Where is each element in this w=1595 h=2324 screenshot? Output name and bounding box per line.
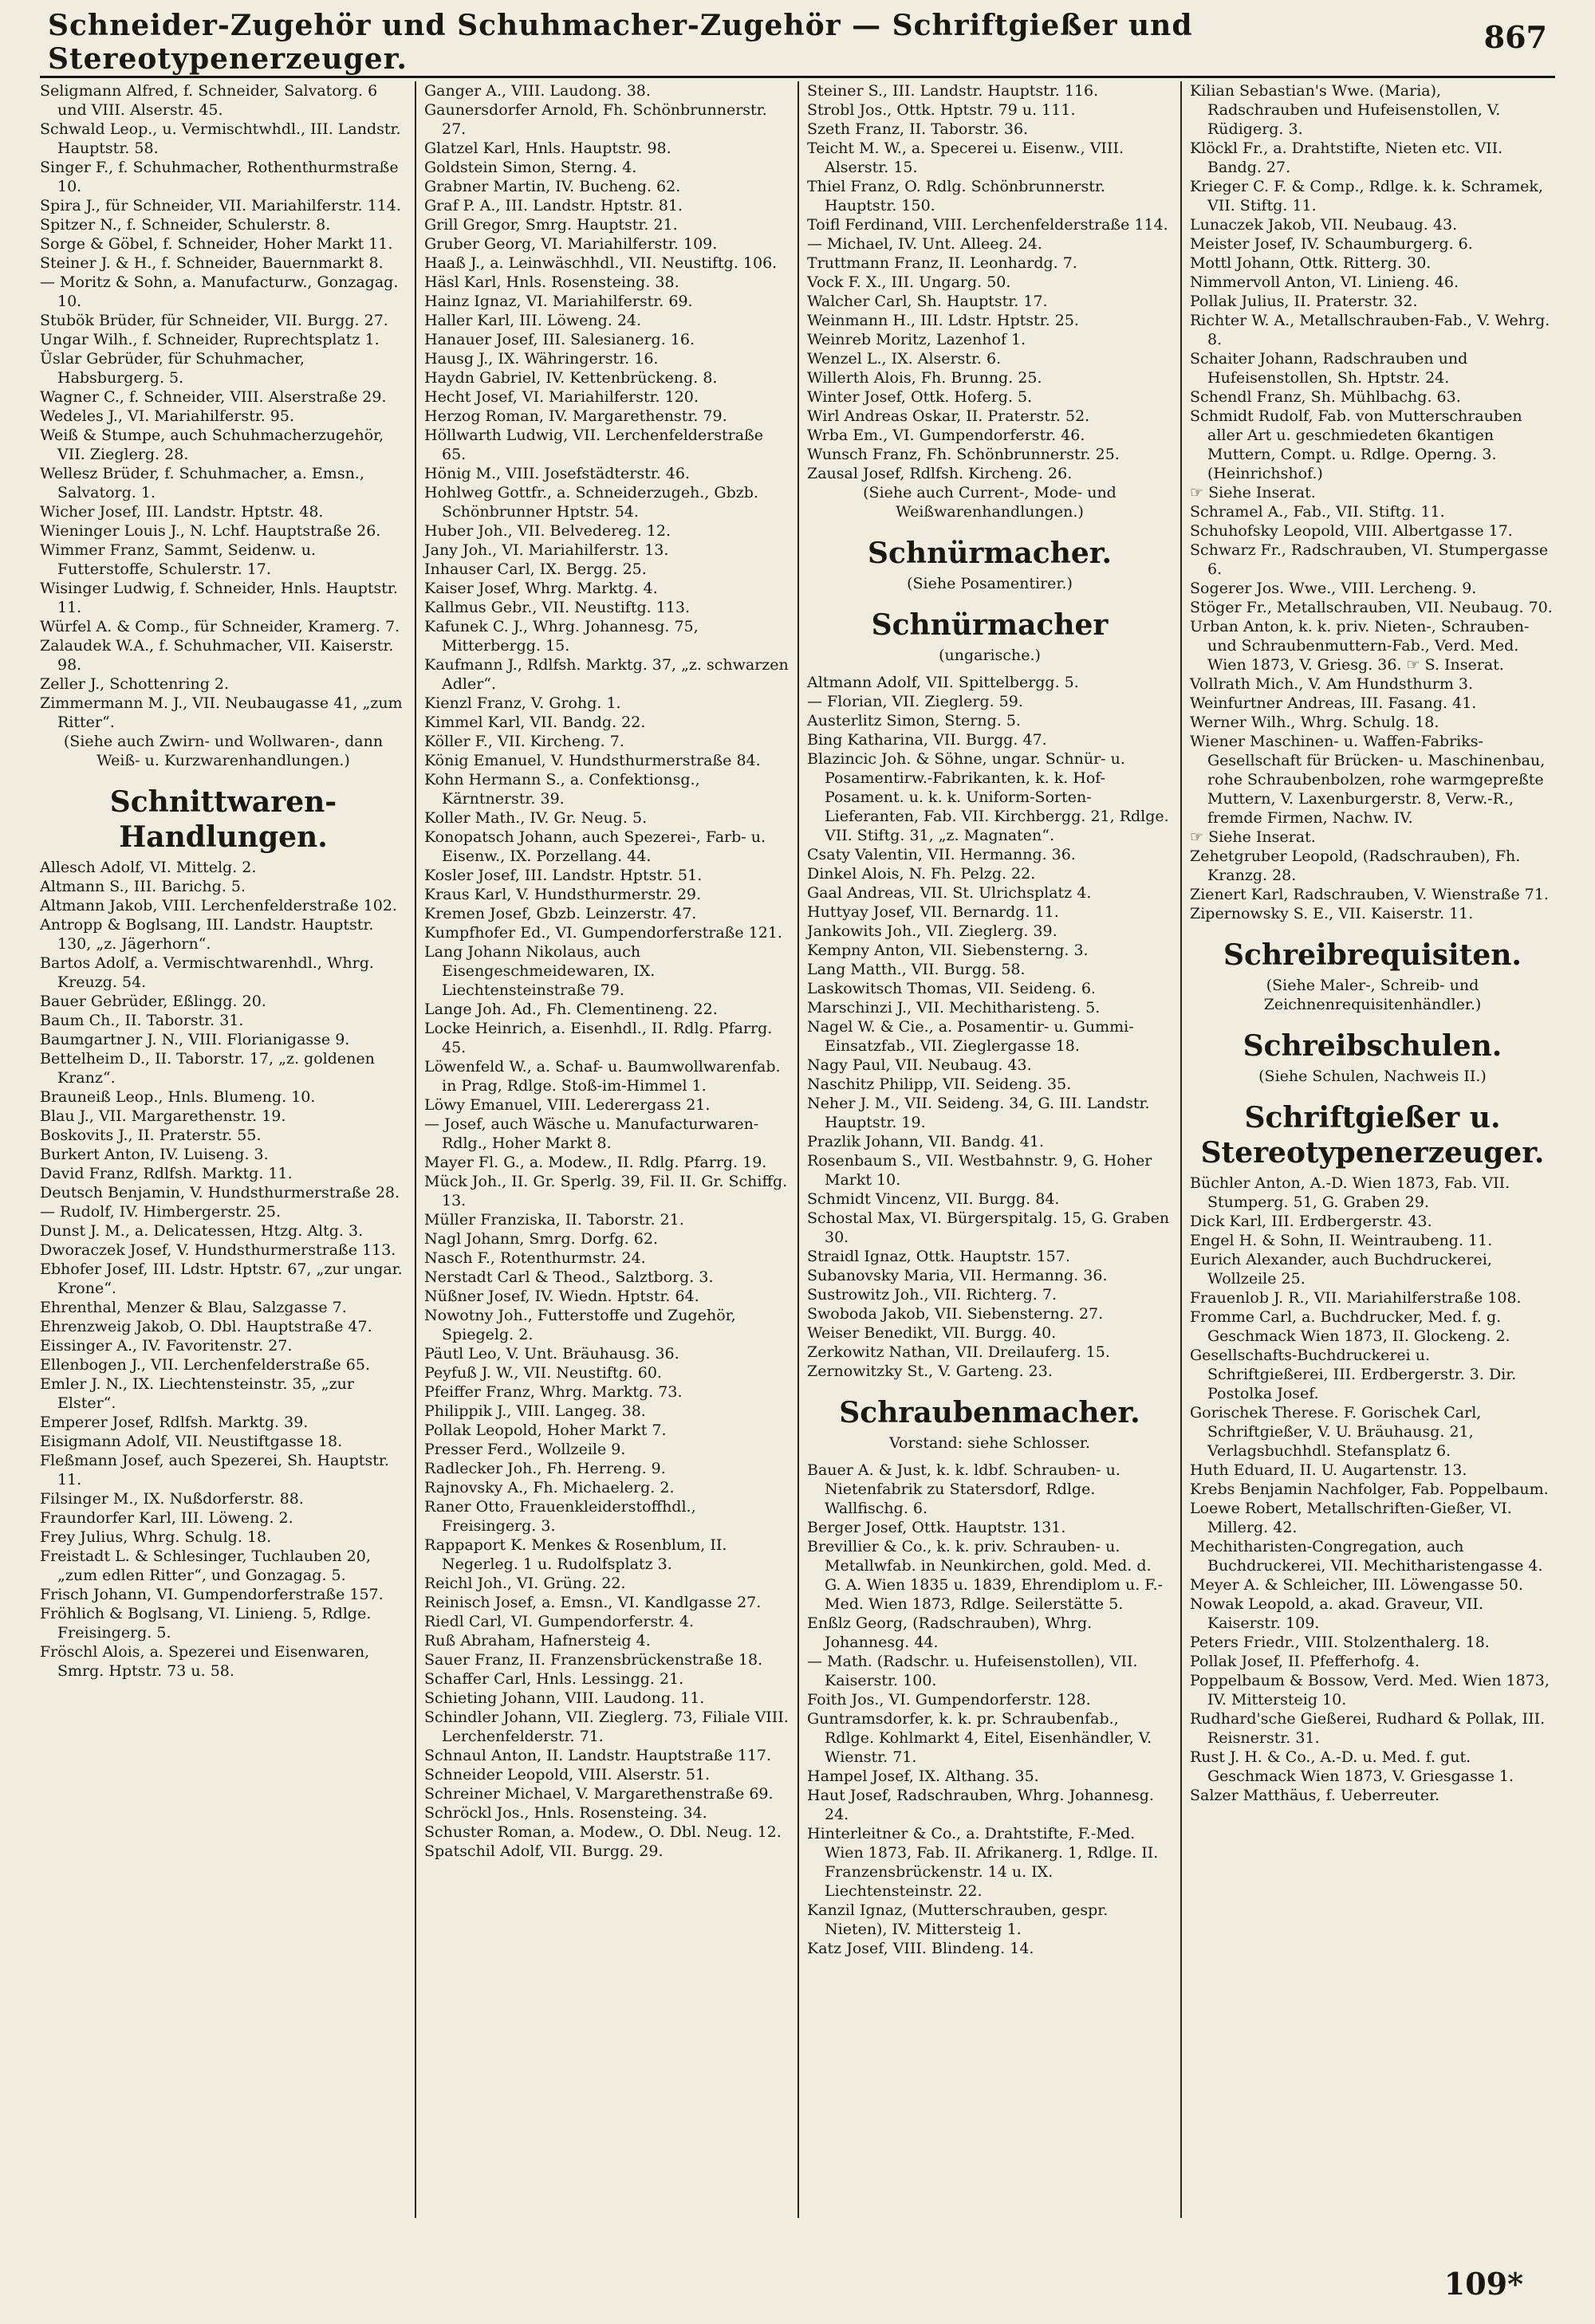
directory-entry: Löwenfeld W., a. Schaf- u. Baumwollwarenfab. in Prag, Rdlge. Stoß-im-Himmel 1. bbox=[424, 1058, 781, 1095]
directory-entry: Salzer Matthäus, f. Ueberreuter. bbox=[1190, 1787, 1440, 1804]
directory-entry: Wiener Maschinen- u. Waffen-Fabriks-Gesellschaft für Brücken- u. Maschinenbau, rohe Schraubenbolzen, rohe warmgepreßte Muttern, V. Laxenburgerstr. 8, Verw.-R., fremde Firmen, Nachw. IV. bbox=[1190, 733, 1546, 827]
directory-entry: Krebs Benjamin Nachfolger, Fab. Poppelbaum. bbox=[1190, 1481, 1549, 1498]
directory-entry: Katz Josef, VIII. Blindeng. 14. bbox=[807, 1940, 1034, 1957]
directory-entry: Koller Math., IV. Gr. Neug. 5. bbox=[424, 809, 648, 827]
section-heading: Schreibrequisiten. bbox=[1223, 938, 1522, 972]
directory-entry: Schendl Franz, Sh. Mühlbachg. 63. bbox=[1190, 388, 1461, 406]
directory-entry: Kanzil Ignaz, (Mutterschrauben, gespr. Nieten), IV. Mittersteig 1. bbox=[807, 1901, 1109, 1938]
directory-entry: Naschitz Philipp, VII. Seideng. 35. bbox=[807, 1075, 1072, 1093]
section-heading: Schraubenmacher. bbox=[839, 1396, 1140, 1429]
directory-entry: Deutsch Benjamin, V. Hundsthurmerstraße 28. bbox=[40, 1184, 400, 1201]
directory-entry: Jany Joh., VI. Mariahilferstr. 13. bbox=[424, 541, 669, 559]
directory-entry: Wedeles J., VI. Mariahilferstr. 95. bbox=[40, 407, 295, 425]
directory-entry: Zalaudek W.A., f. Schuhmacher, VII. Kaiserstr. 98. bbox=[40, 637, 394, 674]
directory-entry: — Moritz & Sohn, a. Manufacturw., Gonzagag. 10. bbox=[40, 273, 399, 310]
directory-entry: Weinreb Moritz, Lazenhof 1. bbox=[807, 331, 1026, 348]
directory-entry: ☞ Siehe Inserat. bbox=[1190, 828, 1316, 846]
directory-entry: Nasch F., Rotenthurmstr. 24. bbox=[424, 1249, 646, 1267]
directory-entry: Schmidt Vincenz, VII. Burgg. 84. bbox=[807, 1190, 1060, 1208]
directory-entry: Löwy Emanuel, VIII. Lederergass 21. bbox=[424, 1096, 711, 1114]
directory-entry: Nimmervoll Anton, VI. Linieng. 46. bbox=[1190, 273, 1459, 291]
directory-entry: Altmann S., III. Barichg. 5. bbox=[40, 878, 246, 895]
directory-entry: Frisch Johann, VI. Gumpendorferstraße 157. bbox=[40, 1586, 384, 1603]
directory-entry: Schindler Johann, VII. Zieglerg. 73, Filiale VIII. Lerchenfelderstr. 71. bbox=[424, 1709, 789, 1745]
directory-entry: Laskowitsch Thomas, VII. Seideng. 6. bbox=[807, 980, 1096, 997]
directory-entry: Schwarz Fr., Radschrauben, VI. Stumpergasse 6. bbox=[1190, 541, 1549, 578]
directory-entry: Gaunersdorfer Arnold, Fh. Schönbrunnerstr. 27. bbox=[424, 101, 767, 138]
directory-entry: Raner Otto, Frauenkleiderstoffhdl., Freisingerg. 3. bbox=[424, 1498, 696, 1535]
directory-entry: Wicher Josef, III. Landstr. Hptstr. 48. bbox=[40, 503, 324, 521]
directory-entry: Schuhofsky Leopold, VIII. Albertgasse 17. bbox=[1190, 522, 1513, 540]
directory-entry: Kremen Josef, Gbzb. Leinzerstr. 47. bbox=[424, 905, 697, 922]
directory-entry: Thiel Franz, O. Rdlg. Schönbrunnerstr. Hauptstr. 150. bbox=[807, 178, 1105, 214]
directory-entry: Schramel A., Fab., VII. Stiftg. 11. bbox=[1190, 503, 1445, 521]
directory-entry: Gaal Andreas, VII. St. Ulrichsplatz 4. bbox=[807, 884, 1092, 902]
directory-entry: Grill Gregor, Smrg. Hauptstr. 21. bbox=[424, 216, 678, 234]
directory-entry: Kienzl Franz, V. Grohg. 1. bbox=[424, 694, 621, 712]
directory-entry: Radlecker Joh., Fh. Herreng. 9. bbox=[424, 1460, 666, 1477]
directory-entry: Zerkowitz Nathan, VII. Dreilauferg. 15. bbox=[807, 1343, 1110, 1361]
section-heading: Schreibschulen. bbox=[1243, 1029, 1502, 1063]
directory-entry: Rosenbaum S., VII. Westbahnstr. 9, G. Hoher Markt 10. bbox=[807, 1152, 1152, 1189]
directory-entry: Freistadt L. & Schlesinger, Tuchlauben 20, „zum edlen Ritter“, und Gonzagag. 5. bbox=[40, 1547, 371, 1584]
directory-entry: Bartos Adolf, a. Vermischtwarenhdl., Whrg. Kreuzg. 54. bbox=[40, 954, 374, 991]
page-header bbox=[48, 9, 1547, 76]
directory-entry: Kallmus Gebr., VII. Neustiftg. 113. bbox=[424, 599, 691, 616]
directory-entry: Wrba Em., VI. Gumpendorferstr. 46. bbox=[807, 427, 1085, 444]
directory-entry: Kilian Sebastian's Wwe. (Maria), Radschrauben und Hufeisenstollen, V. Rüdigerg. 3. bbox=[1190, 82, 1501, 138]
directory-entry: Swoboda Jakob, VII. Siebensterng. 27. bbox=[807, 1305, 1104, 1323]
section-note: (ungarische.) bbox=[939, 647, 1041, 664]
directory-entry: Schwald Leop., u. Vermischtwhdl., III. Landstr. Hauptstr. 58. bbox=[40, 120, 401, 157]
directory-entry: Kaiser Josef, Whrg. Marktg. 4. bbox=[424, 580, 658, 597]
directory-entry: — Josef, auch Wäsche u. Manufacturwaren-Rdlg., Hoher Markt 8. bbox=[424, 1115, 759, 1152]
directory-entry: Hanauer Josef, III. Salesianerg. 16. bbox=[424, 331, 695, 348]
directory-entry: Lunaczek Jakob, VII. Neubaug. 43. bbox=[1190, 216, 1458, 234]
directory-entry: Ungar Wilh., f. Schneider, Ruprechtsplatz 1. bbox=[40, 331, 380, 348]
directory-entry: Weinfurtner Andreas, III. Fasang. 41. bbox=[1190, 694, 1477, 712]
directory-entry: Teicht M. W., a. Specerei u. Eisenw., VIII. Alserstr. 15. bbox=[807, 140, 1124, 176]
directory-entry: Klöckl Fr., a. Drahtstifte, Nieten etc. VII. Bandg. 27. bbox=[1190, 140, 1503, 176]
directory-entry: Spitzer N., f. Schneider, Schulerstr. 8. bbox=[40, 216, 331, 234]
directory-entry: — Florian, VII. Zieglerg. 59. bbox=[807, 693, 1023, 710]
directory-entry: Ellenbogen J., VII. Lerchenfelderstraße 65. bbox=[40, 1356, 370, 1374]
directory-entry: Blazincic Joh. & Söhne, ungar. Schnür- u. Posamentirw.-Fabrikanten, k. k. Hof-Posament. u. k. k. Uniform-Sorten-Lieferanten, Fab. VII. Kirchbergg. 21, Rdlge. VII. Stiftg. 31, „z. Magnaten“. bbox=[807, 750, 1169, 844]
directory-entry: Nowak Leopold, a. akad. Graveur, VII. Kaiserstr. 109. bbox=[1190, 1595, 1483, 1632]
directory-entry: Filsinger M., IX. Nußdorferstr. 88. bbox=[40, 1490, 304, 1508]
directory-entry: Pfeiffer Franz, Whrg. Marktg. 73. bbox=[424, 1383, 683, 1401]
directory-entry: Sogerer Jos. Wwe., VIII. Lercheng. 9. bbox=[1190, 580, 1477, 597]
directory-entry: Subanovsky Maria, VII. Hermanng. 36. bbox=[807, 1267, 1108, 1284]
directory-entry: Jankowits Joh., VII. Zieglerg. 39. bbox=[807, 922, 1057, 940]
directory-entry: Stubök Brüder, für Schneider, VII. Burgg. 27. bbox=[40, 312, 388, 329]
directory-entry: — Rudolf, IV. Himbergerstr. 25. bbox=[40, 1203, 281, 1221]
columns bbox=[32, 81, 1563, 2218]
cross-reference-note: (Siehe Posamentirer.) bbox=[907, 575, 1073, 592]
cross-reference-note: (Siehe auch Zwirn- und Wollwaren-, dann Weiß- u. Kurzwarenhandlungen.) bbox=[63, 733, 384, 769]
directory-entry: Schröckl Jos., Hnls. Rosensteing. 34. bbox=[424, 1804, 707, 1822]
directory-entry: Seligmann Alfred, f. Schneider, Salvatorg. 6 und VIII. Alserstr. 45. bbox=[40, 82, 378, 119]
directory-entry: Reichl Joh., VI. Grüng. 22. bbox=[424, 1575, 626, 1592]
directory-entry: Sauer Franz, II. Franzensbrückenstraße 18. bbox=[424, 1651, 763, 1669]
directory-entry: Schneider Leopold, VIII. Alserstr. 51. bbox=[424, 1766, 711, 1783]
directory-entry: Päutl Leo, V. Unt. Bräuhausg. 36. bbox=[424, 1345, 679, 1363]
directory-entry: Zimmermann M. J., VII. Neubaugasse 41, „zum Ritter“. bbox=[40, 694, 403, 731]
header-rule bbox=[40, 76, 1555, 78]
directory-entry: Goldstein Simon, Sterng. 4. bbox=[424, 159, 637, 176]
directory-entry: — Michael, IV. Unt. Alleeg. 24. bbox=[807, 235, 1042, 253]
directory-entry: Zehetgruber Leopold, (Radschrauben), Fh. Kranzg. 28. bbox=[1190, 847, 1521, 884]
column-4 bbox=[1180, 81, 1563, 2218]
directory-entry: Hönig M., VIII. Josefstädterstr. 46. bbox=[424, 465, 691, 482]
directory-entry: Dworaczek Josef, V. Hundsthurmerstraße 113. bbox=[40, 1241, 396, 1259]
directory-entry: Grabner Martin, IV. Bucheng. 62. bbox=[424, 178, 681, 195]
signature-mark: 109* bbox=[1443, 2266, 1523, 2302]
directory-entry: Werner Wilh., Whrg. Schulg. 18. bbox=[1190, 714, 1439, 731]
directory-entry: Pollak Leopold, Hoher Markt 7. bbox=[424, 1422, 667, 1439]
directory-entry: David Franz, Rdlfsh. Marktg. 11. bbox=[40, 1165, 293, 1182]
directory-entry: Weiß & Stumpe, auch Schuhmacherzugehör, VII. Zieglerg. 28. bbox=[40, 427, 384, 463]
directory-entry: Ehrenthal, Menzer & Blau, Salzgasse 7. bbox=[40, 1299, 347, 1316]
directory-entry: Schieting Johann, VIII. Laudong. 11. bbox=[424, 1689, 705, 1707]
directory-entry: Bauer Gebrüder, Eßlingg. 20. bbox=[40, 993, 266, 1010]
directory-entry: Gesellschafts-Buchdruckerei u. Schriftgießerei, III. Erdbergerstr. 3. Dir. Postolka Josef. bbox=[1190, 1347, 1517, 1402]
directory-entry: Eisigmann Adolf, VII. Neustiftgasse 18. bbox=[40, 1433, 343, 1450]
directory-entry: Strobl Jos., Ottk. Hptstr. 79 u. 111. bbox=[807, 101, 1076, 119]
directory-entry: Austerlitz Simon, Sterng. 5. bbox=[807, 712, 1021, 729]
directory-entry: Altmann Jakob, VIII. Lerchenfelderstraße 102. bbox=[40, 897, 397, 914]
directory-entry: Toifl Ferdinand, VIII. Lerchenfelderstraße 114. bbox=[807, 216, 1168, 234]
directory-entry: Peters Friedr., VIII. Stolzenthalerg. 18. bbox=[1190, 1634, 1490, 1651]
directory-entry: Stöger Fr., Metallschrauben, VII. Neubaug. 70. bbox=[1190, 599, 1553, 616]
directory-entry: Ruß Abraham, Hafnersteig 4. bbox=[424, 1632, 651, 1650]
directory-entry: Wirl Andreas Oskar, II. Praterstr. 52. bbox=[807, 407, 1090, 425]
directory-entry: Mottl Johann, Ottk. Ritterg. 30. bbox=[1190, 254, 1432, 272]
directory-entry: Rappaport K. Menkes & Rosenblum, II. Negerleg. 1 u. Rudolfsplatz 3. bbox=[424, 1536, 727, 1573]
directory-entry: Dinkel Alois, N. Fh. Pelzg. 22. bbox=[807, 865, 1036, 883]
directory-entry: Müller Franziska, II. Taborstr. 21. bbox=[424, 1211, 684, 1229]
column-3 bbox=[798, 81, 1180, 2218]
directory-entry: Riedl Carl, VI. Gumpendorferstr. 4. bbox=[424, 1613, 695, 1630]
directory-entry: Rajnovsky A., Fh. Michaelerg. 2. bbox=[424, 1479, 675, 1496]
directory-entry: Schnaul Anton, II. Landstr. Hauptstraße 117. bbox=[424, 1747, 772, 1764]
directory-entry: Schaiter Johann, Radschrauben und Hufeisenstollen, Sh. Hptstr. 24. bbox=[1190, 350, 1468, 387]
directory-entry: Kafunek C. J., Whrg. Johannesg. 75, Mitterbergg. 15. bbox=[424, 618, 699, 655]
section-note: Vorstand: siehe Schlosser. bbox=[889, 1434, 1090, 1452]
directory-entry: König Emanuel, V. Hundsthurmerstraße 84. bbox=[424, 752, 761, 769]
directory-entry: Marschinzi J., VII. Mechitharisteng. 5. bbox=[807, 999, 1101, 1017]
directory-entry: Ganger A., VIII. Laudong. 38. bbox=[424, 82, 651, 100]
directory-entry: Vollrath Mich., V. Am Hundsthurm 3. bbox=[1190, 675, 1474, 693]
directory-entry: Würfel A. & Comp., für Schneider, Kramerg. 7. bbox=[40, 618, 400, 635]
directory-entry: Spira J., für Schneider, VII. Mariahilferstr. 114. bbox=[40, 197, 401, 214]
directory-entry: Kaufmann J., Rdlfsh. Marktg. 37, „z. schwarzen Adler“. bbox=[424, 656, 789, 693]
directory-entry: Locke Heinrich, a. Eisenhdl., II. Rdlg. Pfarrg. 45. bbox=[424, 1020, 773, 1056]
directory-entry: Fröschl Alois, a. Spezerei und Eisenwaren, Smrg. Hptstr. 73 u. 58. bbox=[40, 1643, 370, 1680]
directory-entry: Zienert Karl, Radschrauben, V. Wienstraße 71. bbox=[1190, 886, 1549, 903]
directory-entry: Frey Julius, Whrg. Schulg. 18. bbox=[40, 1528, 272, 1546]
directory-entry: Ebhofer Josef, III. Ldstr. Hptstr. 67, „zur ungar. Krone“. bbox=[40, 1260, 403, 1297]
directory-entry: Krieger C. F. & Comp., Rdlge. k. k. Schramek, VII. Stiftg. 11. bbox=[1190, 178, 1543, 214]
column-2 bbox=[415, 81, 798, 2218]
directory-entry: Engel H. & Sohn, II. Weintraubeng. 11. bbox=[1190, 1232, 1493, 1249]
directory-entry: Hampel Josef, IX. Althang. 35. bbox=[807, 1768, 1039, 1785]
directory-entry: Kohn Hermann S., a. Confektionsg., Kärntnerstr. 39. bbox=[424, 771, 700, 808]
directory-entry: Hainz Ignaz, VI. Mariahilferstr. 69. bbox=[424, 293, 693, 310]
directory-entry: Antropp & Boglsang, III. Landstr. Hauptstr. 130, „z. Jägerhorn“. bbox=[40, 916, 374, 953]
directory-entry: Hausg J., IX. Währingerstr. 16. bbox=[424, 350, 659, 368]
cross-reference-note: (Siehe Maler-, Schreib- und Zeichnenrequisitenhändler.) bbox=[1263, 977, 1482, 1013]
directory-entry: Wisinger Ludwig, f. Schneider, Hnls. Hauptstr. 11. bbox=[40, 580, 398, 616]
directory-entry: Singer F., f. Schuhmacher, Rothenthurmstraße 10. bbox=[40, 159, 399, 195]
directory-entry: Zausal Josef, Rdlfsh. Kircheng. 26. bbox=[807, 465, 1073, 482]
directory-entry: Höllwarth Ludwig, VII. Lerchenfelderstraße 65. bbox=[424, 427, 764, 463]
directory-entry: Hecht Josef, VI. Mariahilferstr. 120. bbox=[424, 388, 699, 406]
directory-entry: Brevillier & Co., k. k. priv. Schrauben- u. Metallwfab. in Neunkirchen, gold. Med. d. G. A. Wien 1835 u. 1839, Ehrendiplom u. F.-Med. Wien 1873, Rdlge. Seilerstätte 5. bbox=[807, 1538, 1163, 1613]
directory-entry: Dunst J. M., a. Delicatessen, Htzg. Altg. 3. bbox=[40, 1222, 364, 1240]
directory-entry: Bauer A. & Just, k. k. ldbf. Schrauben- u. Nietenfabrik zu Statersdorf, Rdlge. Wallfischg. 6. bbox=[807, 1461, 1120, 1517]
directory-entry: Glatzel Karl, Hnls. Hauptstr. 98. bbox=[424, 140, 671, 157]
directory-entry: Steiner S., III. Landstr. Hauptstr. 116. bbox=[807, 82, 1099, 100]
directory-entry: Bettelheim D., II. Taborstr. 17, „z. goldenen Kranz“. bbox=[40, 1050, 375, 1087]
cross-reference-note: (Siehe auch Current-, Mode- und Weißwarenhandlungen.) bbox=[863, 484, 1116, 521]
directory-entry: Berger Josef, Ottk. Hauptstr. 131. bbox=[807, 1519, 1066, 1536]
page-number: 867 bbox=[1483, 19, 1547, 55]
directory-entry: Meyer A. & Schleicher, III. Löwengasse 50. bbox=[1190, 1576, 1523, 1594]
directory-entry: Frauenlob J. R., VII. Mariahilferstraße 108. bbox=[1190, 1289, 1522, 1307]
directory-entry: Neher J. M., VII. Seideng. 34, G. III. Landstr. Hauptstr. 19. bbox=[807, 1095, 1150, 1131]
directory-entry: Schuster Roman, a. Modew., O. Dbl. Neug. 12. bbox=[424, 1823, 782, 1841]
directory-entry: Kraus Karl, V. Hundsthurmerstr. 29. bbox=[424, 886, 702, 903]
directory-entry: Haydn Gabriel, IV. Kettenbrückeng. 8. bbox=[424, 369, 718, 387]
directory-entry: Rust J. H. & Co., A.-D. u. Med. f. gut. Geschmack Wien 1873, V. Griesgasse 1. bbox=[1190, 1748, 1514, 1785]
directory-entry: Herzog Roman, IV. Margarethenstr. 79. bbox=[424, 407, 727, 425]
directory-entry: Wunsch Franz, Fh. Schönbrunnerstr. 25. bbox=[807, 446, 1120, 463]
directory-entry: Fleßmann Josef, auch Spezerei, Sh. Hauptstr. 11. bbox=[40, 1452, 389, 1488]
directory-entry: Boskovits J., II. Praterstr. 55. bbox=[40, 1127, 262, 1144]
directory-entry: Fraundorfer Karl, III. Löweng. 2. bbox=[40, 1509, 293, 1527]
directory-entry: Peyfuß J. W., VII. Neustiftg. 60. bbox=[424, 1364, 662, 1382]
directory-entry: Nagl Johann, Smrg. Dorfg. 62. bbox=[424, 1230, 659, 1248]
directory-entry: Nagel W. & Cie., a. Posamentir- u. Gummi-Einsatzfab., VII. Zieglergasse 18. bbox=[807, 1018, 1134, 1055]
directory-entry: Prazlik Johann, VII. Bandg. 41. bbox=[807, 1133, 1045, 1150]
section-heading: Schnittwaren-Handlungen. bbox=[109, 785, 337, 854]
directory-entry: Philippik J., VIII. Langeg. 38. bbox=[424, 1402, 646, 1420]
directory-entry: Bing Katharina, VII. Burgg. 47. bbox=[807, 731, 1047, 749]
directory-entry: Kimmel Karl, VII. Bandg. 22. bbox=[424, 714, 646, 731]
directory-entry: Fromme Carl, a. Buchdrucker, Med. f. g. Geschmack Wien 1873, II. Glockeng. 2. bbox=[1190, 1308, 1510, 1345]
directory-entry: Wagner C., f. Schneider, VIII. Alserstraße 29. bbox=[40, 388, 387, 406]
directory-entry: Mechitharisten-Congregation, auch Buchdruckerei, VII. Mechitharistengasse 4. bbox=[1190, 1538, 1543, 1575]
directory-entry: Kosler Josef, III. Landstr. Hptstr. 51. bbox=[424, 867, 703, 884]
directory-entry: Ehrenzweig Jakob, O. Dbl. Hauptstraße 47. bbox=[40, 1318, 372, 1335]
directory-entry: Burkert Anton, IV. Luiseng. 3. bbox=[40, 1146, 269, 1163]
directory-entry: Loewe Robert, Metallschriften-Gießer, VI. Millerg. 42. bbox=[1190, 1500, 1512, 1536]
directory-entry: Emperer Josef, Rdlfsh. Marktg. 39. bbox=[40, 1414, 309, 1431]
directory-entry: Rudhard'sche Gießerei, Rudhard & Pollak, III. Reisnerstr. 31. bbox=[1190, 1710, 1546, 1747]
directory-entry: Hohlweg Gottfr., a. Schneiderzugeh., Gbzb. Schönbrunner Hptstr. 54. bbox=[424, 484, 758, 521]
directory-entry: Konopatsch Johann, auch Spezerei-, Farb- u. Eisenw., IX. Porzellang. 44. bbox=[424, 828, 766, 865]
directory-entry: Meister Josef, IV. Schaumburgerg. 6. bbox=[1190, 235, 1473, 253]
directory-entry: Schaffer Carl, Hnls. Lessingg. 21. bbox=[424, 1670, 684, 1688]
directory-entry: Nüßner Josef, IV. Wiedn. Hptstr. 64. bbox=[424, 1288, 699, 1305]
directory-entry: Schreiner Michael, V. Margarethenstraße 69. bbox=[424, 1785, 774, 1803]
directory-entry: Graf P. A., III. Landstr. Hptstr. 81. bbox=[424, 197, 683, 214]
directory-entry: Wenzel L., IX. Alserstr. 6. bbox=[807, 350, 1002, 368]
directory-entry: Schmidt Rudolf, Fab. von Mutterschrauben aller Art u. geschmiedeten 6kantigen Muttern, Compt. u. Rdlge. Operng. 3. (Heinrichshof.) bbox=[1190, 407, 1522, 482]
directory-entry: Büchler Anton, A.-D. Wien 1873, Fab. VII. Stumperg. 51, G. Graben 29. bbox=[1190, 1174, 1510, 1211]
directory-entry: Walcher Carl, Sh. Hauptstr. 17. bbox=[807, 293, 1048, 310]
directory-entry: Foith Jos., VI. Gumpendorferstr. 128. bbox=[807, 1691, 1091, 1709]
directory-entry: Willerth Alois, Fh. Brunng. 25. bbox=[807, 369, 1042, 387]
directory-entry: Winter Josef, Ottk. Hoferg. 5. bbox=[807, 388, 1033, 406]
directory-entry: Guntramsdorfer, k. k. pr. Schraubenfab., Rdlge. Kohlmarkt 4, Eitel, Eisenhändler, V. Wienstr. 71. bbox=[807, 1710, 1152, 1766]
directory-entry: Reinisch Josef, a. Emsn., VI. Kandlgasse 27. bbox=[424, 1594, 762, 1611]
directory-entry: Sorge & Göbel, f. Schneider, Hoher Markt 11. bbox=[40, 235, 393, 253]
cross-reference-note: (Siehe Schulen, Nachweis II.) bbox=[1258, 1068, 1487, 1085]
directory-entry: Steiner J. & H., f. Schneider, Bauernmarkt 8. bbox=[40, 254, 384, 272]
directory-entry: Urban Anton, k. k. priv. Nieten-, Schrauben- und Schraubenmuttern-Fab., Verd. Med. Wien 1873, V. Griesg. 36. ☞ S. Inserat. bbox=[1190, 618, 1530, 674]
directory-entry: Mayer Fl. G., a. Modew., II. Rdlg. Pfarrg. 19. bbox=[424, 1154, 767, 1171]
directory-entry: Mück Joh., II. Gr. Sperlg. 39, Fil. II. Gr. Schiffg. 13. bbox=[424, 1173, 788, 1209]
directory-entry: Truttmann Franz, II. Leonhardg. 7. bbox=[807, 254, 1077, 272]
directory-entry: Straidl Ignaz, Ottk. Hauptstr. 157. bbox=[807, 1248, 1070, 1265]
directory-entry: Altmann Adolf, VII. Spittelbergg. 5. bbox=[807, 674, 1079, 691]
directory-entry: Nagy Paul, VII. Neubaug. 43. bbox=[807, 1056, 1032, 1074]
directory-entry: Poppelbaum & Bossow, Verd. Med. Wien 1873, IV. Mittersteig 10. bbox=[1190, 1672, 1550, 1709]
directory-entry: Huber Joh., VII. Belvedereg. 12. bbox=[424, 522, 671, 540]
directory-entry: Presser Ferd., Wollzeile 9. bbox=[424, 1441, 626, 1458]
directory-entry: Häsl Karl, Hnls. Rosensteing. 38. bbox=[424, 273, 679, 291]
directory-entry: Hinterleitner & Co., a. Drahtstifte, F.-Med. Wien 1873, Fab. II. Afrikanerg. 1, Rdlge. II. Franzensbrückenstr. 14 u. IX. Liechtensteinstr. 22. bbox=[807, 1825, 1159, 1900]
directory-entry: Brauneiß Leop., Hnls. Blumeng. 10. bbox=[40, 1088, 316, 1106]
directory-entry: Lang Johann Nikolaus, auch Eisengeschmeidewaren, IX. Liechtensteinstraße 79. bbox=[424, 943, 656, 999]
directory-entry: Enßlz Georg, (Radschrauben), Whrg. Johannesg. 44. bbox=[807, 1614, 1093, 1651]
directory-entry: Richter W. A., Metallschrauben-Fab., V. Wehrg. 8. bbox=[1190, 312, 1550, 348]
directory-entry: Vock F. X., III. Ungarg. 50. bbox=[807, 273, 1011, 291]
directory-entry: Nowotny Joh., Futterstoffe und Zugehör, Spiegelg. 2. bbox=[424, 1307, 736, 1343]
directory-entry: Schostal Max, VI. Bürgerspitalg. 15, G. Graben 30. bbox=[807, 1209, 1170, 1246]
directory-entry: Haut Josef, Radschrauben, Whrg. Johannesg. 24. bbox=[807, 1787, 1154, 1823]
section-heading: Schriftgießer u. Stereotypenerzeuger. bbox=[1200, 1101, 1545, 1170]
directory-entry: Gorischek Therese. F. Gorischek Carl, Schriftgießer, V. U. Bräuhausg. 21, Verlagsbuchhdl. Stefansplatz 6. bbox=[1190, 1404, 1482, 1460]
directory-entry: Zernowitzky St., V. Garteng. 23. bbox=[807, 1363, 1053, 1380]
running-title: Schneider-Zugehör und Schuhmacher-Zugehör — Schriftgießer und Stereotypenerzeuger. bbox=[48, 9, 1193, 76]
directory-entry: Huttyay Josef, VII. Bernardg. 11. bbox=[807, 903, 1059, 921]
directory-entry: Kempny Anton, VII. Siebensterng. 3. bbox=[807, 942, 1089, 959]
directory-entry: Eurich Alexander, auch Buchdruckerei, Wollzeile 25. bbox=[1190, 1251, 1492, 1288]
directory-entry: Kumpfhofer Ed., VI. Gumpendorferstraße 121. bbox=[424, 924, 782, 942]
directory-entry: Szeth Franz, II. Taborstr. 36. bbox=[807, 120, 1029, 138]
directory-entry: — Math. (Radschr. u. Hufeisenstollen), VII. Kaiserstr. 100. bbox=[807, 1653, 1138, 1689]
directory-entry: Spatschil Adolf, VII. Burgg. 29. bbox=[424, 1842, 664, 1860]
directory-entry: Zipernowsky S. E., VII. Kaiserstr. 11. bbox=[1190, 905, 1474, 922]
directory-entry: Weinmann H., III. Ldstr. Hptstr. 25. bbox=[807, 312, 1079, 329]
directory-entry: Nerstadt Carl & Theod., Salztborg. 3. bbox=[424, 1268, 714, 1286]
directory-entry: Emler J. N., IX. Liechtensteinstr. 35, „zur Elster“. bbox=[40, 1375, 354, 1412]
directory-entry: Baum Ch., II. Taborstr. 31. bbox=[40, 1012, 244, 1029]
directory-entry: Zeller J., Schottenring 2. bbox=[40, 675, 230, 693]
directory-entry: Pollak Josef, II. Pfefferhofg. 4. bbox=[1190, 1653, 1420, 1670]
directory-entry: Haaß J., a. Leinwäschhdl., VII. Neustiftg. 106. bbox=[424, 254, 778, 272]
directory-entry: Dick Karl, III. Erdbergerstr. 43. bbox=[1190, 1213, 1432, 1230]
directory-entry: Blau J., VII. Margarethenstr. 19. bbox=[40, 1107, 286, 1125]
directory-entry: Üslar Gebrüder, für Schuhmacher, Habsburgerg. 5. bbox=[40, 350, 305, 387]
directory-entry: Inhauser Carl, IX. Bergg. 25. bbox=[424, 560, 647, 578]
section-heading: Schnürmacher bbox=[871, 608, 1109, 642]
directory-entry: Csaty Valentin, VII. Hermanng. 36. bbox=[807, 846, 1076, 863]
directory-entry: Baumgartner J. N., VIII. Florianigasse 9. bbox=[40, 1031, 350, 1048]
directory-entry: Wieninger Louis J., N. Lchf. Hauptstraße 26. bbox=[40, 522, 381, 540]
directory-entry: Pollak Julius, II. Praterstr. 32. bbox=[1190, 293, 1418, 310]
directory-entry: ☞ Siehe Inserat. bbox=[1190, 484, 1316, 501]
directory-entry: Gruber Georg, VI. Mariahilferstr. 109. bbox=[424, 235, 718, 253]
directory-entry: Huth Eduard, II. U. Augartenstr. 13. bbox=[1190, 1461, 1467, 1479]
directory-entry: Fröhlich & Boglsang, VI. Linieng. 5, Rdlge. Freisingerg. 5. bbox=[40, 1605, 372, 1642]
directory-entry: Sustrowitz Joh., VII. Richterg. 7. bbox=[807, 1286, 1057, 1304]
directory-entry: Lange Joh. Ad., Fh. Clementineng. 22. bbox=[424, 1001, 718, 1018]
directory-entry: Wellesz Brüder, f. Schuhmacher, a. Emsn., Salvatorg. 1. bbox=[40, 465, 364, 501]
column-1 bbox=[32, 81, 415, 2218]
directory-entry: Eissinger A., IV. Favoritenstr. 27. bbox=[40, 1337, 293, 1355]
directory-entry: Weiser Benedikt, VII. Burgg. 40. bbox=[807, 1324, 1057, 1342]
directory-entry: Wimmer Franz, Sammt, Seidenw. u. Futterstoffe, Schulerstr. 17. bbox=[40, 541, 317, 578]
directory-entry: Haller Karl, III. Löweng. 24. bbox=[424, 312, 642, 329]
section-heading: Schnürmacher. bbox=[867, 537, 1113, 570]
directory-entry: Lang Matth., VII. Burgg. 58. bbox=[807, 961, 1026, 978]
directory-entry: Allesch Adolf, VI. Mittelg. 2. bbox=[40, 859, 257, 876]
directory-entry: Köller F., VII. Kircheng. 7. bbox=[424, 733, 624, 750]
